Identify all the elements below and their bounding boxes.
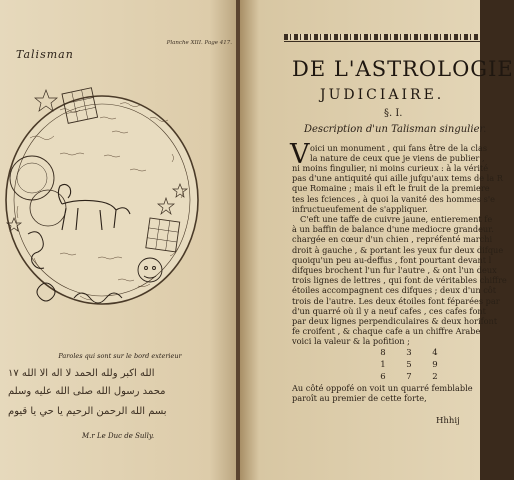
plate-signature: M.r Le Duc de Sully. bbox=[82, 432, 155, 440]
number-cell: 9 bbox=[432, 360, 438, 370]
number-cell: 6 bbox=[380, 372, 386, 382]
text-line: droit à gauche , & portant les yeux fur deux difque bbox=[292, 244, 504, 255]
inscription-line: ﺍﻟﻠﻪ ﺍﻛﺒﺮ ﻭﻟﻠﻪ ﺍﻟﺤﻤﺪ ﻻ ﺍﻟﻪ ﺍﻻ ﺍﻟﻠﻪ ١٧ bbox=[8, 368, 155, 379]
chapter-subhead: JUDICIAIRE. bbox=[320, 87, 445, 103]
text-line: d'un quarré où il y a neuf cafes , ces cafes font bbox=[292, 305, 486, 316]
paragraph-two bbox=[292, 214, 507, 347]
paragraph-one-cont bbox=[292, 163, 503, 214]
text-line: chargée en cœur d'un chien , repréfenté marchi bbox=[292, 234, 493, 245]
text-line: ni moins fingulier, ni moins curieux : à la vérité bbox=[292, 163, 489, 173]
text-line: voici la valeur & la pofition ; bbox=[292, 336, 410, 347]
paragraph-one bbox=[310, 143, 487, 163]
text-line: que Romaine ; mais il eft le fruit de la premiere bbox=[292, 183, 490, 194]
number-cell: 5 bbox=[406, 360, 412, 370]
text-line: infructueufement de s'appliquer. bbox=[292, 203, 428, 214]
paragraph-three bbox=[292, 383, 473, 403]
ornament-border bbox=[284, 34, 480, 40]
number-cell: 8 bbox=[380, 348, 386, 358]
text-line: fe croifent , & chaque cafe a un chiffre Arabe bbox=[292, 326, 481, 337]
section-title: Description d'un Talisman singulier. bbox=[304, 124, 487, 135]
number-cell: 2 bbox=[432, 372, 438, 382]
drop-capital: V bbox=[290, 139, 310, 170]
number-cell: 7 bbox=[406, 372, 412, 382]
ornament-rule bbox=[284, 41, 480, 42]
text-line: Au côté oppofé on voit un quarré femblable bbox=[292, 383, 473, 393]
text-line: paroît au premier de cette forte, bbox=[292, 393, 427, 404]
number-row bbox=[370, 360, 448, 372]
section-number: §. I. bbox=[384, 108, 403, 119]
catchword: Hhhij bbox=[436, 416, 460, 426]
text-line: quoiqu'un peu au-deffus , font pourtant devant l bbox=[292, 254, 492, 265]
inscription-line: ﺑﺴﻢ ﺍﻟﻠﻪ ﺍﻟﺮﺣﻤﻦ ﺍﻟﺮﺣﻴﻢ ﻳﺎ ﺣﻲ ﻳﺎ ﻗﻴﻮﻡ bbox=[8, 406, 167, 417]
chapter-headline: DE L'ASTROLOGIE bbox=[292, 57, 514, 81]
talisman-caption: Paroles qui sont sur le bord exterieur bbox=[58, 352, 182, 360]
text-line: pas d'une antiquité qui aille jufqu'aux tems de la R bbox=[292, 173, 503, 184]
text-line: oici un monument , qui fans être de la clas bbox=[310, 143, 488, 153]
text-line: étoiles accompagnent ces difques ; deux d'un côt bbox=[292, 285, 497, 296]
number-square bbox=[370, 348, 448, 384]
plate-reference: Planche XIII. Page 417. bbox=[166, 40, 232, 46]
plate-title: Talisman bbox=[16, 48, 74, 61]
talisman-engraving bbox=[0, 58, 238, 358]
right-page bbox=[240, 0, 514, 480]
left-page bbox=[0, 0, 238, 480]
number-row bbox=[370, 348, 448, 360]
text-line: trois lignes de lettres , qui font de véritables chiffre bbox=[292, 275, 507, 286]
text-line: C'eft une taffe de cuivre jaune, entierement fe bbox=[300, 214, 493, 224]
text-line: difques brochent l'un fur l'autre , & ont l'un deux bbox=[292, 265, 497, 276]
text-line: tes les fciences , à quoi la vanité des hommes s'e bbox=[292, 193, 495, 204]
text-line: par deux lignes perpendiculaires & deux horifont bbox=[292, 316, 498, 327]
text-line: à un baffin de balance d'une mediocre grandeur. bbox=[292, 224, 494, 235]
text-line: la nature de ceux que je viens de publier , bbox=[310, 153, 485, 164]
number-cell: 4 bbox=[432, 348, 438, 358]
number-cell: 3 bbox=[406, 348, 412, 358]
number-cell: 1 bbox=[380, 360, 386, 370]
text-line: trois de l'autre. Les deux étoiles font féparées par bbox=[292, 295, 500, 306]
inscription-line: ﻣﺤﻤﺪ ﺭﺳﻮﻝ ﺍﻟﻠﻪ ﺻﻠﻰ ﺍﻟﻠﻪ ﻋﻠﻴﻪ ﻭﺳﻠﻢ bbox=[8, 386, 166, 397]
